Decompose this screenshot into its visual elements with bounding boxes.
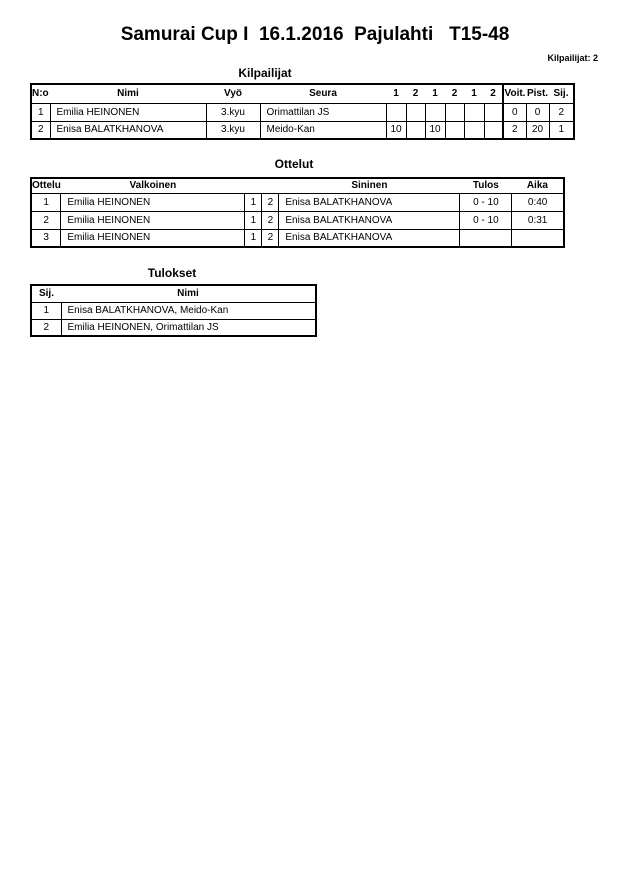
cell-white-num: 1 xyxy=(245,229,262,247)
match-row xyxy=(31,211,564,229)
ottelut-header-row xyxy=(31,178,564,193)
col-header-ottelu: Ottelu xyxy=(31,178,61,193)
col-header-tulos: Tulos xyxy=(460,178,512,193)
cell-seura: Orimattilan JS xyxy=(260,103,386,121)
col-header-sininen: Sininen xyxy=(279,178,460,193)
cell-vyo: 3.kyu xyxy=(206,121,260,139)
cell-sij: 1 xyxy=(31,302,61,319)
cell-sininen: Enisa BALATKHANOVA xyxy=(279,229,460,247)
cell-score6 xyxy=(484,121,503,139)
col-header-aika: Aika xyxy=(512,178,564,193)
cell-no: 1 xyxy=(31,103,50,121)
col-header-sij: Sij. xyxy=(31,285,61,302)
cell-white-num: 1 xyxy=(245,211,262,229)
cell-sij: 2 xyxy=(31,319,61,336)
cell-aika xyxy=(512,229,564,247)
cell-score6 xyxy=(484,103,503,121)
cell-score5 xyxy=(464,121,484,139)
cell-pist: 20 xyxy=(526,121,549,139)
cell-voit: 0 xyxy=(503,103,526,121)
cell-valkoinen: Emilia HEINONEN xyxy=(61,229,245,247)
cell-tulos: 0 - 10 xyxy=(460,193,512,211)
competitor-count: Kilpailijat: 2 xyxy=(547,53,598,63)
ottelut-table xyxy=(30,177,565,248)
tulokset-table xyxy=(30,284,317,337)
col-header-valkoinen: Valkoinen xyxy=(61,178,245,193)
col-header-score2: 2 xyxy=(406,84,425,103)
competitor-row xyxy=(31,103,574,121)
cell-match-no: 1 xyxy=(31,193,61,211)
cell-nimi: Emilia HEINONEN, Orimattilan JS xyxy=(61,319,316,336)
col-header-score1: 1 xyxy=(386,84,406,103)
cell-match-no: 3 xyxy=(31,229,61,247)
col-header-pist: Pist. xyxy=(526,84,549,103)
cell-vyo: 3.kyu xyxy=(206,103,260,121)
cell-nimi: Enisa BALATKHANOVA, Meido-Kan xyxy=(61,302,316,319)
col-header-score6: 2 xyxy=(484,84,503,103)
ottelut-heading: Ottelut xyxy=(274,157,314,171)
cell-seura: Meido-Kan xyxy=(260,121,386,139)
cell-nimi: Emilia HEINONEN xyxy=(50,103,206,121)
competitor-row xyxy=(31,121,574,139)
cell-score4 xyxy=(445,121,464,139)
cell-score5 xyxy=(464,103,484,121)
col-header-voit: Voit. xyxy=(503,84,526,103)
cell-sij: 2 xyxy=(549,103,574,121)
col-header-white-num xyxy=(245,178,262,193)
cell-aika: 0:40 xyxy=(512,193,564,211)
cell-score2 xyxy=(406,121,425,139)
col-header-sij: Sij. xyxy=(549,84,574,103)
cell-blue-num: 2 xyxy=(262,193,279,211)
match-row xyxy=(31,193,564,211)
col-header-vyo: Vyö xyxy=(206,84,260,103)
result-row xyxy=(31,302,316,319)
cell-tulos: 0 - 10 xyxy=(460,211,512,229)
col-header-score4: 2 xyxy=(445,84,464,103)
result-row xyxy=(31,319,316,336)
cell-score3 xyxy=(425,103,445,121)
tulokset-heading: Tulokset xyxy=(147,266,197,280)
col-header-seura: Seura xyxy=(260,84,386,103)
col-header-no: N:o xyxy=(31,84,50,103)
col-header-nimi: Nimi xyxy=(50,84,206,103)
cell-match-no: 2 xyxy=(31,211,61,229)
kilpailijat-header-row xyxy=(31,84,574,103)
cell-white-num: 1 xyxy=(245,193,262,211)
cell-blue-num: 2 xyxy=(262,229,279,247)
cell-aika: 0:31 xyxy=(512,211,564,229)
col-header-nimi: Nimi xyxy=(61,285,316,302)
cell-sininen: Enisa BALATKHANOVA xyxy=(279,193,460,211)
cell-score3: 10 xyxy=(425,121,445,139)
match-row xyxy=(31,229,564,247)
cell-valkoinen: Emilia HEINONEN xyxy=(61,193,245,211)
cell-score2 xyxy=(406,103,425,121)
cell-score4 xyxy=(445,103,464,121)
cell-nimi: Enisa BALATKHANOVA xyxy=(50,121,206,139)
cell-score1 xyxy=(386,103,406,121)
tulokset-header-row xyxy=(31,285,316,302)
cell-voit: 2 xyxy=(503,121,526,139)
col-header-blue-num xyxy=(262,178,279,193)
cell-sij: 1 xyxy=(549,121,574,139)
cell-valkoinen: Emilia HEINONEN xyxy=(61,211,245,229)
cell-sininen: Enisa BALATKHANOVA xyxy=(279,211,460,229)
col-header-score3: 1 xyxy=(425,84,445,103)
cell-score1: 10 xyxy=(386,121,406,139)
cell-pist: 0 xyxy=(526,103,549,121)
col-header-score5: 1 xyxy=(464,84,484,103)
page-title: Samurai Cup I 16.1.2016 Pajulahti T15-48 xyxy=(120,24,510,45)
kilpailijat-heading: Kilpailijat xyxy=(238,66,292,80)
cell-blue-num: 2 xyxy=(262,211,279,229)
cell-tulos xyxy=(460,229,512,247)
cell-no: 2 xyxy=(31,121,50,139)
kilpailijat-table xyxy=(30,83,575,140)
